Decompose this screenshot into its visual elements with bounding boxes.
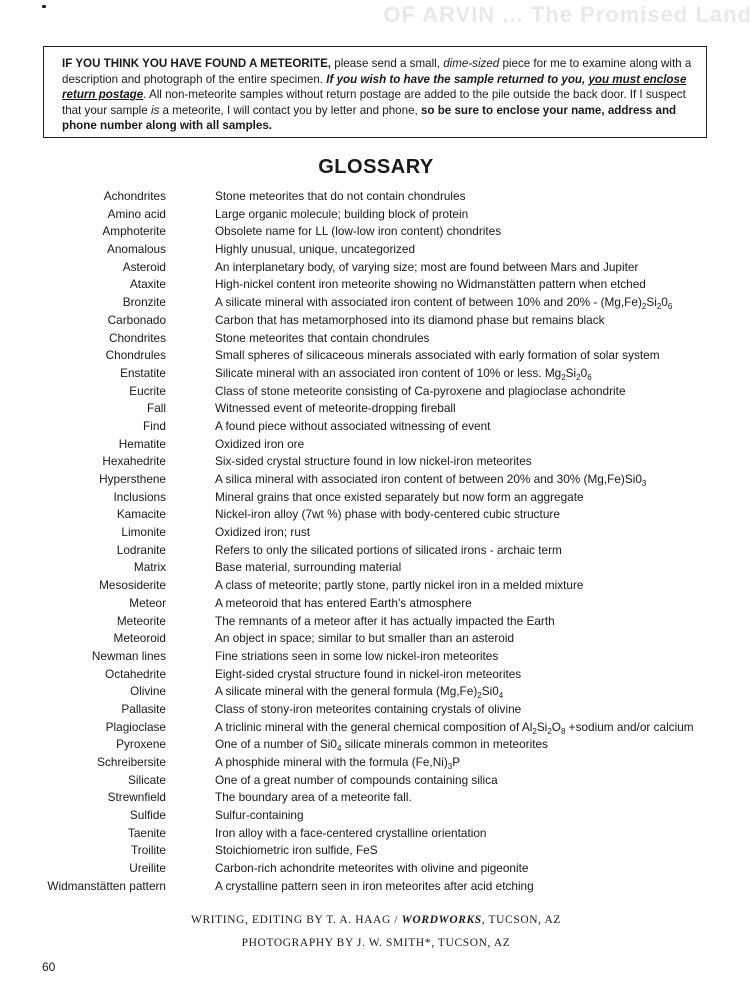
glossary-term: Widmanstätten pattern [47,878,166,893]
glossary-term: Lodranite [116,542,166,557]
glossary-definition [215,241,415,259]
definition-text: Class of stony-iron meteorites containing crystals of olivine [215,701,522,716]
glossary-entry [0,542,752,560]
glossary-definition [215,842,378,860]
glossary-term: Newman lines [91,648,166,663]
definition-text: Fine striations seen in some low nickel-iron meteorites [215,648,499,663]
photography-credit: PHOTOGRAPHY BY J. W. SMITH*, TUCSON, AZ [241,937,511,949]
definition-text: Large organic molecule; building block of protein [215,206,469,221]
page-number: 60 [42,960,56,974]
glossary-term: Anomalous [106,242,166,257]
glossary-definition [215,577,584,595]
glossary-entry [0,206,752,224]
definition-text: An object in space; similar to but smaller than an asteroid [215,631,515,646]
glossary-term: Kamacite [116,507,166,522]
glossary-definition [215,860,528,878]
formula-subscript: 4 [336,744,342,754]
definition-text: O [551,719,561,734]
glossary-definition [215,789,412,807]
glossary-definition [215,613,555,631]
definition-text: Oxidized iron ore [215,436,305,451]
glossary-entry [0,276,752,294]
glossary-definition [215,630,514,648]
definition-text: A triclinic mineral with the general chemical composition of Al [215,719,533,734]
glossary-definition [215,595,472,613]
glossary-term: Matrix [133,560,166,575]
definition-text: Sulfur-containing [215,808,304,823]
formula-subscript: 6 [667,302,673,312]
definition-text: Refers to only the silicated portions of silicated irons - archaic term [215,542,562,557]
definition-text: Obsolete name for LL (low-low iron content) chondrites [215,224,502,239]
glossary-definition [215,453,532,471]
glossary-term: Silicate [127,772,166,787]
glossary-definition [215,754,460,772]
definition-text: Si [536,719,548,734]
notice-dime-sized: dime-sized [443,57,500,70]
notice-text-3: . All non-meteorite samples without return postage are added to the pile outside the back door. If I suspect that your sample [62,88,686,117]
glossary-term: Schreibersite [97,755,166,769]
glossary-entry [0,223,752,241]
glossary-definition [215,506,560,524]
glossary-definition [215,400,456,418]
formula-subscript: 2 [576,372,581,382]
glossary-definition [215,276,646,294]
wordworks-brand: WORDWORKS [401,914,482,926]
glossary-term: Troilite [131,843,166,858]
definition-text: A found piece without associated witnessing of event [215,418,491,433]
definition-text: Carbon-rich achondrite meteorites with olivine and pigeonite [215,861,529,876]
glossary-definition [215,312,605,330]
glossary-term: Meteorite [116,613,166,628]
glossary-term: Amphoterite [102,224,166,239]
notice-text-4: a meteorite, I will contact you by letter and phone, [159,103,421,117]
glossary-term: Limonite [121,525,166,540]
glossary-entry [0,701,752,719]
glossary-entry [0,383,752,401]
glossary-entry [0,294,752,312]
glossary-term: Achondrites [103,189,166,203]
glossary-term: Olivine [129,684,166,699]
glossary-definition [215,418,490,436]
glossary-term: Hexahedrite [102,454,166,469]
glossary-term: Find [143,418,166,433]
glossary-entry [0,878,752,896]
glossary-entry [0,400,752,418]
definition-text: Si [565,365,577,380]
definition-text: One of a number of Si0 [215,737,337,752]
glossary-definition [215,365,592,383]
glossary-definition [215,471,646,489]
writing-credit-prefix: WRITING, EDITING BY T. A. HAAG / [191,914,402,926]
writing-credit [0,914,752,926]
glossary-entry [0,842,752,860]
glossary-definition [215,489,584,507]
definition-text: Witnessed event of meteorite-dropping fireball [215,401,456,416]
glossary-term: Pyroxene [116,737,166,752]
glossary-term: Chondrites [108,330,166,345]
glossary-term: Carbonado [107,312,166,327]
glossary-definition [215,666,521,684]
glossary-list [0,188,752,896]
definition-text: Mineral grains that once existed separately but now form an aggregate [215,489,584,504]
glossary-definition [215,719,694,737]
definition-text: P [452,755,461,769]
glossary-entry [0,471,752,489]
glossary-entry [0,436,752,454]
glossary-entry [0,630,752,648]
definition-text: 0 [580,365,588,380]
definition-text: Small spheres of silicaceous minerals associated with early formation of solar system [215,348,660,363]
glossary-term: Ureilite [129,861,166,876]
definition-text: Class of stone meteorite consisting of Ca-pyroxene and plagioclase achondrite [215,383,626,398]
glossary-definition [215,825,486,843]
glossary-term: Octahedrite [105,666,166,681]
glossary-entry [0,489,752,507]
glossary-entry [0,418,752,436]
glossary-term: Mesosiderite [99,578,166,593]
glossary-term: Meteoroid [113,631,166,646]
glossary-term: Hypersthene [99,472,166,486]
meteorite-notice-box [43,46,707,138]
formula-subscript: 2 [561,372,566,382]
glossary-entry [0,789,752,807]
definition-text: An interplanetary body, of varying size; most are found between Mars and Jupiter [215,259,639,274]
glossary-definition [215,259,638,277]
definition-text: A silica mineral with associated iron content of between 20% and 30% (Mg,Fe)Si0 [215,472,642,486]
definition-text: Stone meteorites that do not contain chondrules [215,189,466,203]
definition-text: Nickel-iron alloy (7wt %) phase with body-centered cubic structure [215,507,560,522]
glossary-entry [0,506,752,524]
formula-subscript: 2 [641,302,647,312]
glossary-entry [0,188,752,206]
definition-text: Base material, surrounding material [215,560,402,575]
notice-text-2: piece for me to examine along with a description and photograph of the entire specimen. [62,57,692,86]
glossary-definition [215,223,501,241]
definition-text: Silicate mineral with an associated iron content of 10% or less. Mg [215,365,562,380]
glossary-definition [215,383,626,401]
glossary-definition [215,188,466,206]
writing-credit-suffix: , TUCSON, AZ [481,914,561,926]
glossary-definition [215,206,468,224]
glossary-entry [0,347,752,365]
formula-subscript: 4 [498,691,504,701]
glossary-term: Amino acid [107,206,166,221]
definition-text: Stoichiometric iron sulfide, FeS [215,843,378,858]
definition-text: silicate minerals common in meteorites [341,737,548,752]
glossary-term: Inclusions [113,489,166,504]
definition-text: A silicate mineral with associated iron content of between 10% and 20% - (Mg,Fe) [215,295,642,310]
formula-subscript: 2 [656,302,662,312]
glossary-term: Chondrules [105,348,166,363]
formula-subscript: 3 [447,762,453,771]
glossary-title-text: GLOSSARY [318,156,434,178]
glossary-definition [215,294,672,312]
glossary-entry [0,365,752,383]
glossary-term: Pallasite [121,701,166,716]
glossary-definition [215,330,429,348]
definition-text: A meteoroid that has entered Earth's atmosphere [215,595,472,610]
glossary-definition [215,878,534,896]
glossary-term: Strewnfield [107,790,166,805]
glossary-term: Enstatite [120,365,166,380]
definition-text: Eight-sided crystal structure found in nickel-iron meteorites [215,666,522,681]
notice-lead: IF YOU THINK YOU HAVE FOUND A METEORITE, [62,57,332,70]
definition-text: Highly unusual, unique, uncategorized [215,242,416,257]
notice-is: is [150,103,160,117]
glossary-definition [215,559,401,577]
definition-text: One of a great number of compounds containing silica [215,772,498,787]
glossary-entry [0,312,752,330]
glossary-entry [0,595,752,613]
glossary-entry [0,453,752,471]
glossary-term: Bronzite [122,295,166,310]
notice-enclose-info: so be sure to enclose your name, address and phone number along with all samples. [62,103,677,133]
definition-text: Si0 [481,684,499,699]
glossary-definition [215,683,503,701]
glossary-entry [0,807,752,825]
definition-text: A phosphide mineral with the formula (Fe,Ni) [215,755,448,769]
glossary-definition [215,648,498,666]
glossary-term: Fall [146,401,166,416]
glossary-entry [0,825,752,843]
formula-subscript: 3 [641,479,647,488]
glossary-definition [215,524,310,542]
glossary-entry [0,719,752,737]
formula-subscript: 2 [532,726,537,736]
formula-subscript: 2 [547,726,552,736]
glossary-entry [0,754,752,772]
glossary-definition [215,347,660,365]
glossary-definition [215,701,521,719]
definition-text: 0 [661,295,668,310]
formula-subscript: 2 [477,691,482,701]
notice-return-sample: If you wish to have the sample returned to you, [326,72,589,86]
glossary-entry [0,666,752,684]
notice-return-postage: you must enclose return postage [62,72,687,102]
glossary-term: Hematite [118,436,166,451]
definition-text: A class of meteorite; partly stone, partly nickel iron in a melded mixture [215,578,584,593]
glossary-entry [0,648,752,666]
glossary-entry [0,860,752,878]
glossary-entry [0,683,752,701]
glossary-title [0,156,752,179]
bleed-through-banner: OF ARVIN ... The Promised Land [383,2,752,27]
glossary-definition [215,772,498,790]
definition-text: Stone meteorites that contain chondrules [215,330,430,345]
glossary-entry [0,259,752,277]
definition-text: The remnants of a meteor after it has actually impacted the Earth [215,613,555,628]
glossary-term: Eucrite [129,383,166,398]
definition-text: A silicate mineral with the general formula (Mg,Fe) [215,684,478,699]
page-mark [42,5,46,8]
definition-text: A crystalline pattern seen in iron meteorites after acid etching [215,878,534,893]
glossary-definition [215,436,304,454]
glossary-entry [0,524,752,542]
formula-subscript: 6 [587,372,592,382]
definition-text: The boundary area of a meteorite fall. [215,790,412,805]
glossary-term: Ataxite [129,277,166,292]
glossary-term: Taenite [127,825,166,840]
definition-text: Si [646,295,657,310]
definition-text: High-nickel content iron meteorite showing no Widmanstätten pattern when etched [215,277,646,292]
glossary-term: Sulfide [129,808,166,823]
glossary-entry [0,736,752,754]
definition-text: Iron alloy with a face-centered crystalline orientation [215,825,487,840]
glossary-definition [215,736,548,754]
glossary-definition [215,542,562,560]
glossary-definition [215,807,304,825]
definition-text: Carbon that has metamorphosed into its diamond phase but remains black [215,312,605,327]
glossary-entry [0,613,752,631]
notice-text-1: please send a small, [331,57,444,70]
glossary-entry [0,772,752,790]
definition-text: Oxidized iron; rust [215,525,311,540]
glossary-entry [0,241,752,259]
glossary-entry [0,559,752,577]
glossary-entry [0,577,752,595]
glossary-term: Plagioclase [105,719,166,734]
glossary-term: Meteor [129,595,166,610]
glossary-term: Asteroid [122,259,166,274]
glossary-entry [0,330,752,348]
formula-subscript: 8 [560,726,566,736]
definition-text: Six-sided crystal structure found in low nickel-iron meteorites [215,454,532,469]
definition-text: +sodium and/or calcium [565,719,694,734]
